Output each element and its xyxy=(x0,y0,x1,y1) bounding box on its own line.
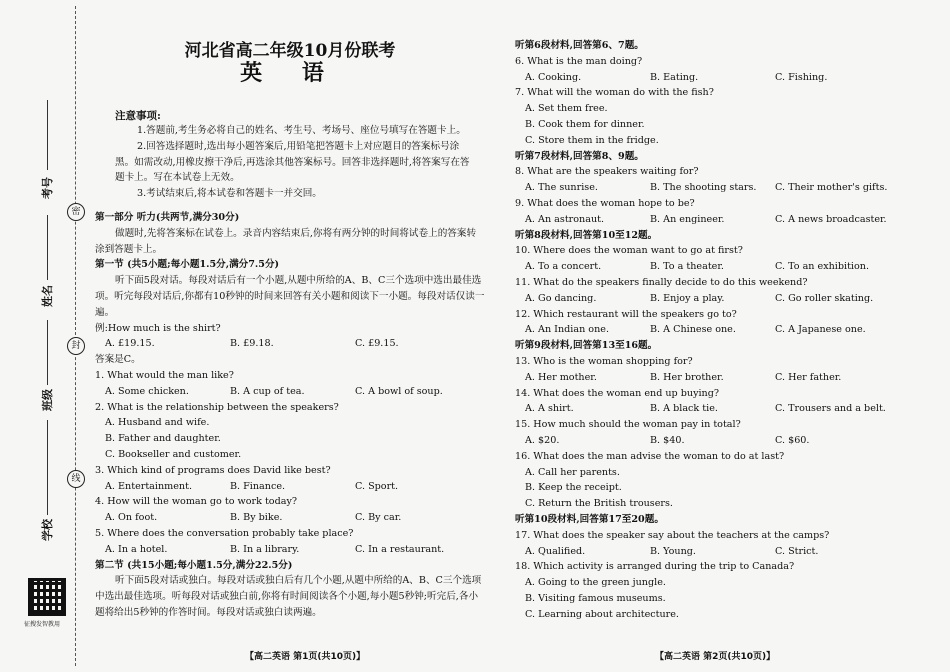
option: A. A shirt. xyxy=(525,403,574,415)
options-row xyxy=(95,384,485,400)
section-heading: 第二节 (共15小题;每小题1.5分,满分22.5分) xyxy=(95,559,293,571)
question: 7. What will the woman do with the fish? xyxy=(515,87,714,99)
option: A. To a concert. xyxy=(525,261,602,273)
option: B. A Chinese one. xyxy=(650,324,736,336)
option: A. Her mother. xyxy=(525,371,597,383)
cut-line xyxy=(75,6,76,666)
option: A. The sunrise. xyxy=(525,182,598,194)
options-row xyxy=(515,401,915,417)
option: A. £19.15. xyxy=(105,338,155,350)
question: 6. What is the man doing? xyxy=(515,55,643,67)
option: C. Learning about architecture. xyxy=(525,608,679,620)
question: 13. Who is the woman shopping for? xyxy=(515,355,693,367)
option: C. Sport. xyxy=(355,480,399,492)
option: A. Call her parents. xyxy=(525,466,620,478)
options-row xyxy=(95,542,485,558)
option: B. Finance. xyxy=(230,480,286,492)
options-row xyxy=(515,322,915,338)
field-line xyxy=(47,100,48,170)
listening-questions xyxy=(515,38,915,622)
option: B. Cook them for dinner. xyxy=(525,118,645,130)
options-row xyxy=(515,433,915,449)
subject-title: 英 语 xyxy=(240,60,340,86)
field-label-name: 姓名 xyxy=(41,285,54,307)
options-row xyxy=(515,291,915,307)
question: 16. What does the man advise the woman to do at last? xyxy=(515,450,785,462)
part-instructions: 做题时,先将答案标在试卷上。录音内容结束后,你将有两分钟的时间将试卷上的答案转涂到答题卡上。 xyxy=(95,227,477,255)
option: A. An Indian one. xyxy=(525,324,609,336)
option: A. In a hotel. xyxy=(105,543,168,555)
question: 2. What is the relationship between the speakers? xyxy=(95,401,339,413)
option: A. On foot. xyxy=(105,512,158,524)
qr-caption: 征搜发智教用 xyxy=(24,621,61,628)
exam-title: 河北省高二年级10月份联考 xyxy=(184,41,396,61)
material-heading: 听第8段材料,回答第10至12题。 xyxy=(515,229,658,241)
example-answer: 答案是C。 xyxy=(95,354,141,366)
example-options xyxy=(95,336,485,352)
option: B. £9.18. xyxy=(230,338,274,350)
field-line xyxy=(47,320,48,385)
question: 4. How will the woman go to work today? xyxy=(95,496,298,508)
option: B. Visiting famous museums. xyxy=(525,592,666,604)
options-row xyxy=(515,259,915,275)
material-heading: 听第7段材料,回答第8、9题。 xyxy=(515,150,644,162)
option: C. A Japanese one. xyxy=(775,324,866,336)
field-label-class: 班级 xyxy=(41,389,54,411)
question: 11. What do the speakers finally decide to do this weekend? xyxy=(515,276,808,288)
option: B. Eating. xyxy=(650,71,699,83)
seal-circle-mi: 密 xyxy=(67,203,85,221)
question: 10. Where does the woman want to go at first? xyxy=(515,245,743,257)
options-row xyxy=(515,544,915,560)
option: A. Going to the green jungle. xyxy=(525,577,666,589)
note-item: 2.回答选择题时,选出每小题答案后,用铅笔把答题卡上对应题目的答案标号涂黑。如需改动,用橡皮擦干净后,再选涂其他答案标号。回答非选择题时,将答案写在答题卡上。写在本试卷上无效。 xyxy=(115,140,470,184)
note-item: 3.考试结束后,将本试卷和答题卡一并交回。 xyxy=(137,188,322,200)
option: A. Qualified. xyxy=(525,545,586,557)
question: 14. What does the woman end up buying? xyxy=(515,387,720,399)
section-heading: 第一节 (共5小题;每小题1.5分,满分7.5分) xyxy=(95,259,280,271)
question: 17. What does the speaker say about the teachers at the camps? xyxy=(515,529,830,541)
option: C. Trousers and a belt. xyxy=(775,403,886,415)
option: C. Go roller skating. xyxy=(775,292,874,304)
option: B. A cup of tea. xyxy=(230,385,305,397)
listening-section xyxy=(95,210,485,621)
option: B. In a library. xyxy=(230,543,300,555)
question: 1. What would the man like? xyxy=(95,369,234,381)
option: B. To a theater. xyxy=(650,261,724,273)
notes-heading: 注意事项: xyxy=(115,110,161,122)
options-row xyxy=(515,70,915,86)
option: C. By car. xyxy=(355,512,402,524)
option: C. £9.15. xyxy=(355,338,399,350)
material-heading: 听第10段材料,回答第17至20题。 xyxy=(515,513,664,525)
option: C. A bowl of soup. xyxy=(355,385,443,397)
option: A. An astronaut. xyxy=(525,213,605,225)
field-label-exam-no: 考号 xyxy=(41,177,54,199)
qr-code xyxy=(28,578,66,616)
part-heading: 第一部分 听力(共两节,满分30分) xyxy=(95,212,240,223)
option: C. Return the British trousers. xyxy=(525,498,673,510)
seal-circle-xian: 线 xyxy=(67,470,85,488)
option: C. A news broadcaster. xyxy=(775,213,887,225)
binding-margin xyxy=(0,0,95,672)
page-footer: 【高二英语 第1页(共10页)】 xyxy=(245,652,366,662)
option: B. A black tie. xyxy=(650,403,718,415)
option: B. By bike. xyxy=(230,512,283,524)
options-row xyxy=(95,510,485,526)
option: C. Her father. xyxy=(775,371,842,383)
options-row xyxy=(515,180,915,196)
question: 9. What does the woman hope to be? xyxy=(515,197,695,209)
option: B. Young. xyxy=(650,545,696,557)
options-row xyxy=(515,370,915,386)
field-line xyxy=(47,420,48,515)
option: A. $20. xyxy=(525,434,560,446)
option: B. Enjoy a play. xyxy=(650,292,725,304)
option: A. Go dancing. xyxy=(525,292,597,304)
option: B. The shooting stars. xyxy=(650,182,757,194)
option: B. Keep the receipt. xyxy=(525,482,622,494)
option: C. Their mother's gifts. xyxy=(775,182,888,194)
option: A. Husband and wife. xyxy=(105,417,210,429)
option: C. Strict. xyxy=(775,545,819,557)
option: B. Her brother. xyxy=(650,371,724,383)
field-line xyxy=(47,215,48,280)
option: A. Cooking. xyxy=(525,71,582,83)
page-footer: 【高二英语 第2页(共10页)】 xyxy=(655,652,776,662)
question: 12. Which restaurant will the speakers go to? xyxy=(515,308,737,320)
question: 3. Which kind of programs does David like best? xyxy=(95,464,331,476)
option: A. Set them free. xyxy=(525,103,608,115)
option: C. In a restaurant. xyxy=(355,543,445,555)
note-item: 1.答题前,考生务必将自己的姓名、考生号、考场号、座位号填写在答题卡上。 xyxy=(137,125,466,136)
question: 18. Which activity is arranged during the trip to Canada? xyxy=(515,561,795,573)
option: A. Entertainment. xyxy=(105,480,193,492)
option: C. Store them in the fridge. xyxy=(525,134,659,146)
options-row xyxy=(95,479,485,495)
option: B. $40. xyxy=(650,434,685,446)
section-instructions: 听下面5段对话或独白。每段对话或独白后有几个小题,从题中所给的A、B、C三个选项中选出最佳选项。听每段对话或独白前,你将有时间阅读各个小题,每小题5秒钟;听完后,各小题将给出5秒钟的作答时间。每段对话或独白读两遍。 xyxy=(95,575,482,618)
notes-list xyxy=(115,123,477,202)
question: 8. What are the speakers waiting for? xyxy=(515,166,699,178)
option: A. Some chicken. xyxy=(105,385,189,397)
example-question: 例:How much is the shirt? xyxy=(95,322,221,334)
option: C. $60. xyxy=(775,434,810,446)
option: B. Father and daughter. xyxy=(105,433,221,445)
option: B. An engineer. xyxy=(650,213,725,225)
field-label-school: 学校 xyxy=(41,519,54,541)
options-row xyxy=(515,212,915,228)
option: C. To an exhibition. xyxy=(775,261,869,273)
question: 5. Where does the conversation probably take place? xyxy=(95,527,354,539)
option: C. Fishing. xyxy=(775,71,828,83)
material-heading: 听第6段材料,回答第6、7题。 xyxy=(515,40,644,51)
option: C. Bookseller and customer. xyxy=(105,448,242,460)
question: 15. How much should the woman pay in total? xyxy=(515,419,741,431)
section-instructions: 听下面5段对话。每段对话后有一个小题,从题中所给的A、B、C三个选项中选出最佳选项。听完每段对话后,你都有10秒钟的时间来回答有关小题和阅读下一小题。每段对话仅读一遍。 xyxy=(95,275,485,318)
seal-circle-feng: 封 xyxy=(67,337,85,355)
material-heading: 听第9段材料,回答第13至16题。 xyxy=(515,340,658,352)
